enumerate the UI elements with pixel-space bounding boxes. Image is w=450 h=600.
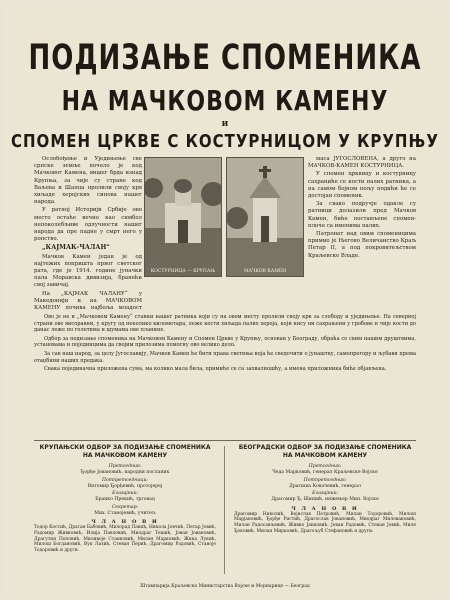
- appeal-paragraph: Ово је не и „Мачковом Камену“ станки нашег ратника који су на овом месту пролили своју крв за слободу и уједињење. На северној страни ове висоравни, у кругу од неколико километара, леже кости хиљада палих хероја, који нису ни сахрањени у гробове и чије кости до данас леже по голетима и шумама ове планине.: [34, 314, 416, 334]
- krupanj-committee: [34, 444, 216, 576]
- photo-caption: КОСТУРНИЦА — КРУПАЊ: [150, 269, 216, 274]
- belgrade-committee: [234, 444, 416, 576]
- committee-role: Претседник:: [108, 464, 142, 469]
- committee-heading: БЕОГРАДСКИ ОДБОР ЗА ПОДИЗАЊЕ СПОМЕНИКА НА МАЧКОВОМ КАМЕНУ: [238, 444, 412, 459]
- section-divider: [34, 440, 416, 441]
- left-text-column: [34, 156, 142, 311]
- committee-separator: [224, 446, 225, 574]
- committee-name: Чеда Марковић, генерал Краљевске Војске: [272, 470, 378, 475]
- committee-role: Претседник:: [308, 464, 342, 469]
- members-heading: Ч Л А Н О В И: [91, 519, 159, 526]
- appeal-body: [34, 314, 416, 375]
- printer-footer: Штампарија Краљевске Министарства Војске и Морнарице — Београд: [140, 584, 310, 589]
- appeal-paragraph: Одбор за подизање споменика на Мачковом Камену и Спомен Цркве у Крупњу, основан у Београду, обраћа се свим нашим друштвима, установама и појединцима да својим прилозима помогну ово велико дело.: [34, 335, 416, 349]
- members-list: Драгомир Николић, Војислав Петровић, Милан Тодоровић, Милош Марјановић, Ђорђе Ристић, Драгослав Јовановић, Миодраг Миловановић, Милан Радосављевић, Живко Јанковић, Јован Радовић, Стеван Јовић, Миле Ђоковић, Милан Мирковић, Драгољуб Стефановић и други.: [234, 511, 416, 534]
- members-heading: Ч Л А Н О В И: [291, 505, 359, 512]
- committee-role: Благајник:: [112, 491, 138, 497]
- committee-name: Витомир Ђорђевић, протојереј: [87, 483, 163, 489]
- left-paragraph: На „КАЈМАК ЧАЛАНУ“ у Македонији и на МАЧКОВОМ КАМЕНУ почива најбоља младост: [34, 290, 142, 311]
- committee-role: Потпретседник:: [303, 477, 347, 483]
- committee-name: Бранко Прекић, трговац: [95, 497, 155, 503]
- title-line-1: ПОДИЗАЊЕ СПОМЕНИКА: [28, 38, 422, 79]
- committee-name: Драгомир Ђ. Шишић, инжењер Мин. Војске: [271, 497, 379, 503]
- right-text-column: [308, 156, 416, 311]
- left-paragraph: У ратној Историји Србије ово место остаће вечно као симбол непоколебљиве одлучности нашег народа да пре падне у смрт него у ропство.: [34, 207, 142, 243]
- left-paragraph: Ослобођење и Уједињење све српске земље почело је код Мачковог Камена, вишег брда изнад Крупња, за чије су стране код Ваљева и Шапца пролили своју крв хиљаде херојских синова нашег народа.: [34, 156, 142, 206]
- title-line-3: СПОМЕН ЦРКВЕ С КОСТУРНИЦОМ У КРУПЊУ: [11, 130, 439, 152]
- members-list: Тодор Костић, Драган Бабовић, Милорад Павић, Никола Јовчић, Петар Јовић, Радомир Живковић, Илија Павловић, Миодраг Тешић, Јован Јовановић, Драгутин Поповић, Миливоје Станковић, Милан Марковић, Жика Лукић, Милош Богдановић, Вук Лазић, Стеван Перић, Драгомир Радовић, Станоје Тодоровић и други.: [34, 525, 216, 553]
- right-paragraph: Патронат над овим споменицима примио је Његово Величанство Краљ Петар II, а под покровитељством Краљевске Владе.: [308, 231, 416, 259]
- left-bold-phrase: „КАЈМАК-ЧАЛАН“: [42, 244, 110, 252]
- committee-name: Драгиша Ковачевић, генерал: [289, 483, 361, 489]
- right-paragraph: маса ЈУГОСЛОВЕНА, а друго на МАЧКОВ-КАМЕН КОСТУРНИЦА.: [308, 156, 416, 170]
- monument-photo: [226, 157, 304, 277]
- committee-role: Потпретседници:: [101, 477, 148, 483]
- committee-role: Секретар:: [111, 504, 139, 510]
- committee-name: Мих. Станојевић, учитељ: [94, 510, 156, 516]
- church-photo: [144, 157, 222, 277]
- photo-pair: [144, 157, 304, 287]
- title-conjunction: и: [221, 119, 229, 129]
- poster: [6, 4, 444, 596]
- title-line-2: НА МАЧКОВОМ КАМЕНУ: [61, 86, 389, 118]
- appeal-paragraph: За сав наш народ, за целу Југославију, Мачков Камен ће бити права светиња која ће сведочити о јунаштву, самопрегору и љубави према отаџбини наших предака.: [34, 350, 416, 364]
- left-paragraph: Мачков Камен један је од најтежих попришта првог светског рата, где је 1914. године јуначки пала Моравска дивизија, бранећи свој завичај.: [34, 253, 142, 289]
- right-paragraph: У спомен црквицу и костурницу сахраниће се кости палих ратника, а на самом бојном пољу подићи ће се достојан споменик.: [308, 171, 416, 200]
- left-paragraph: [34, 244, 142, 252]
- committee-role: Благајник:: [312, 491, 338, 497]
- photo-caption: МАЧКОВ КАМЕН: [243, 269, 287, 274]
- committee-heading: КРУПАЊСКИ ОДБОР ЗА ПОДИЗАЊЕ СПОМЕНИКА НА МАЧКОВОМ КАМЕНУ: [39, 444, 211, 459]
- right-paragraph: За свако подручје одакле су ратници долазили пред Мачков Камен, биће постављене спомен-плоче са именима палих.: [308, 201, 416, 229]
- appeal-paragraph: Свака појединачна приложена сума, ма колико мала била, примиће се са захвалношћу, а имена приложника биће објављена.: [44, 366, 387, 373]
- committee-name: Ђорђе Јовановић, народни посланик: [80, 470, 170, 475]
